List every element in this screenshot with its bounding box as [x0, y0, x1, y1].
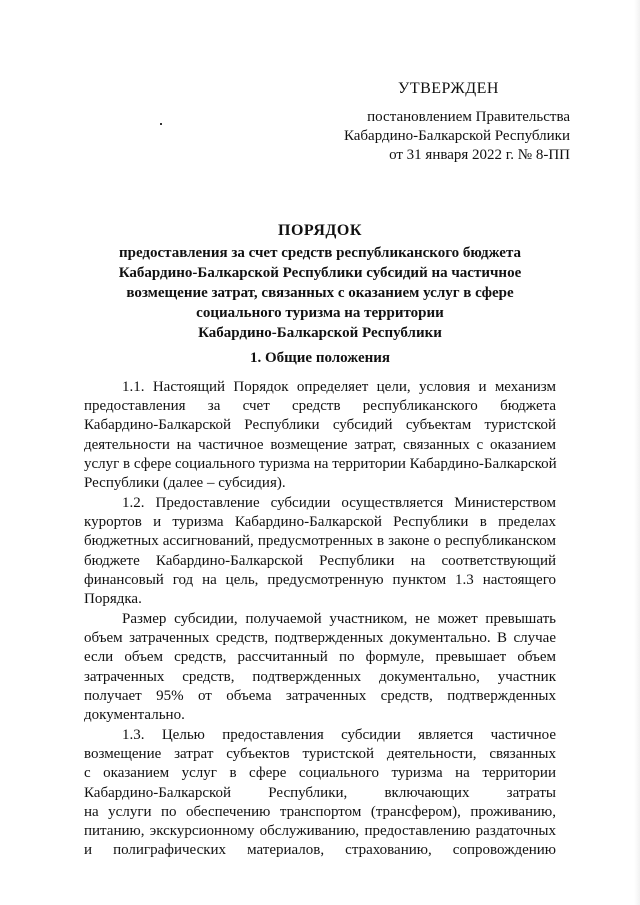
paragraph-line: бюджете Кабардино-Балкарской Республики на соответствующий — [84, 552, 556, 569]
paragraph-line: возмещение затрат субъектов туристской деятельности, связанных — [84, 746, 556, 763]
paragraph-line: предоставления за счет средств республиканского бюджета — [84, 398, 556, 415]
paragraph-line: если объем средств, рассчитанный по формуле, превышает объем — [84, 649, 556, 666]
paragraph-line: получает 95% от объема затраченных средств, подтвержденных — [84, 687, 556, 704]
paragraph-line: услуг в сфере социального туризма на территории Кабардино-Балкарской — [84, 455, 557, 472]
paragraph-1-1 — [84, 378, 556, 493]
paragraph-line: курортов и туризма Кабардино-Балкарской Республики в пределах — [84, 514, 556, 531]
paragraph-1-2 — [84, 494, 556, 609]
paragraph-line: Кабардино-Балкарской Республики, включающих затраты — [84, 784, 556, 801]
paragraph-subsidy-size — [84, 610, 556, 725]
scan-speck — [160, 123, 162, 125]
document-subtitle-line: Кабардино-Балкарской Республики — [198, 325, 442, 341]
section-title: 1. Общие положения — [249, 350, 391, 366]
page-edge-shadow — [634, 0, 640, 905]
paragraph-line: 1.1. Настоящий Порядок определяет цели, условия и механизм — [122, 379, 556, 395]
paragraph-line: затраченных средств, подтвержденных документально, участник — [84, 668, 556, 685]
paragraph-line: питанию, экскурсионному обслуживанию, предоставлению раздаточных — [84, 822, 556, 839]
paragraph-line: Кабардино-Балкарской Республики субсидий субъектам туристской — [84, 417, 556, 434]
document-title: ПОРЯДОК — [278, 222, 362, 239]
approval-line-republic: Кабардино-Балкарской Республики — [343, 128, 570, 144]
paragraph-line: 1.2. Предоставление субсидии осуществляется Министерством — [122, 495, 556, 511]
paragraph-1-3 — [84, 726, 556, 860]
document-subtitle-line: социального туризма на территории — [196, 305, 444, 321]
paragraph-line: с оказанием услуг в сфере социального туризма на территории — [84, 765, 556, 782]
approval-line-decree: постановлением Правительства — [367, 109, 570, 125]
paragraph-line: бюджетных ассигнований, предусмотренных в законе о республиканском — [84, 533, 556, 550]
paragraph-line: 1.3. Целью предоставления субсидии является частичное — [122, 727, 556, 743]
paragraph-line: Порядка. — [84, 590, 142, 607]
paragraph-line: Республики (далее – субсидия). — [84, 474, 286, 491]
paragraph-line: объем затраченных средств, подтвержденных документально. В случае — [84, 630, 556, 647]
paragraph-line: финансовый год на цель, предусмотренную пунктом 1.3 настоящего — [84, 571, 556, 588]
paragraph-line: Размер субсидии, получаемой участником, не может превышать — [122, 611, 556, 627]
document-subtitle-line: возмещение затрат, связанных с оказанием услуг в сфере — [126, 285, 514, 301]
document-subtitle-line: предоставления за счет средств республиканского бюджета — [118, 245, 522, 261]
approval-line-date: от 31 января 2022 г. № 8-ПП — [389, 147, 570, 163]
approval-title: УТВЕРЖДЕН — [398, 80, 499, 97]
paragraph-line: деятельности на частичное возмещение затрат, связанных с оказанием — [84, 436, 556, 453]
document-subtitle-line: Кабардино-Балкарской Республики субсидий на частичное — [118, 265, 522, 281]
paragraph-line: документально. — [84, 706, 185, 723]
paragraph-line: на услуги по обеспечению транспортом (трансфером), проживанию, — [84, 803, 556, 820]
paragraph-line: и полиграфических материалов, страхованию, сопровождению — [84, 842, 556, 859]
